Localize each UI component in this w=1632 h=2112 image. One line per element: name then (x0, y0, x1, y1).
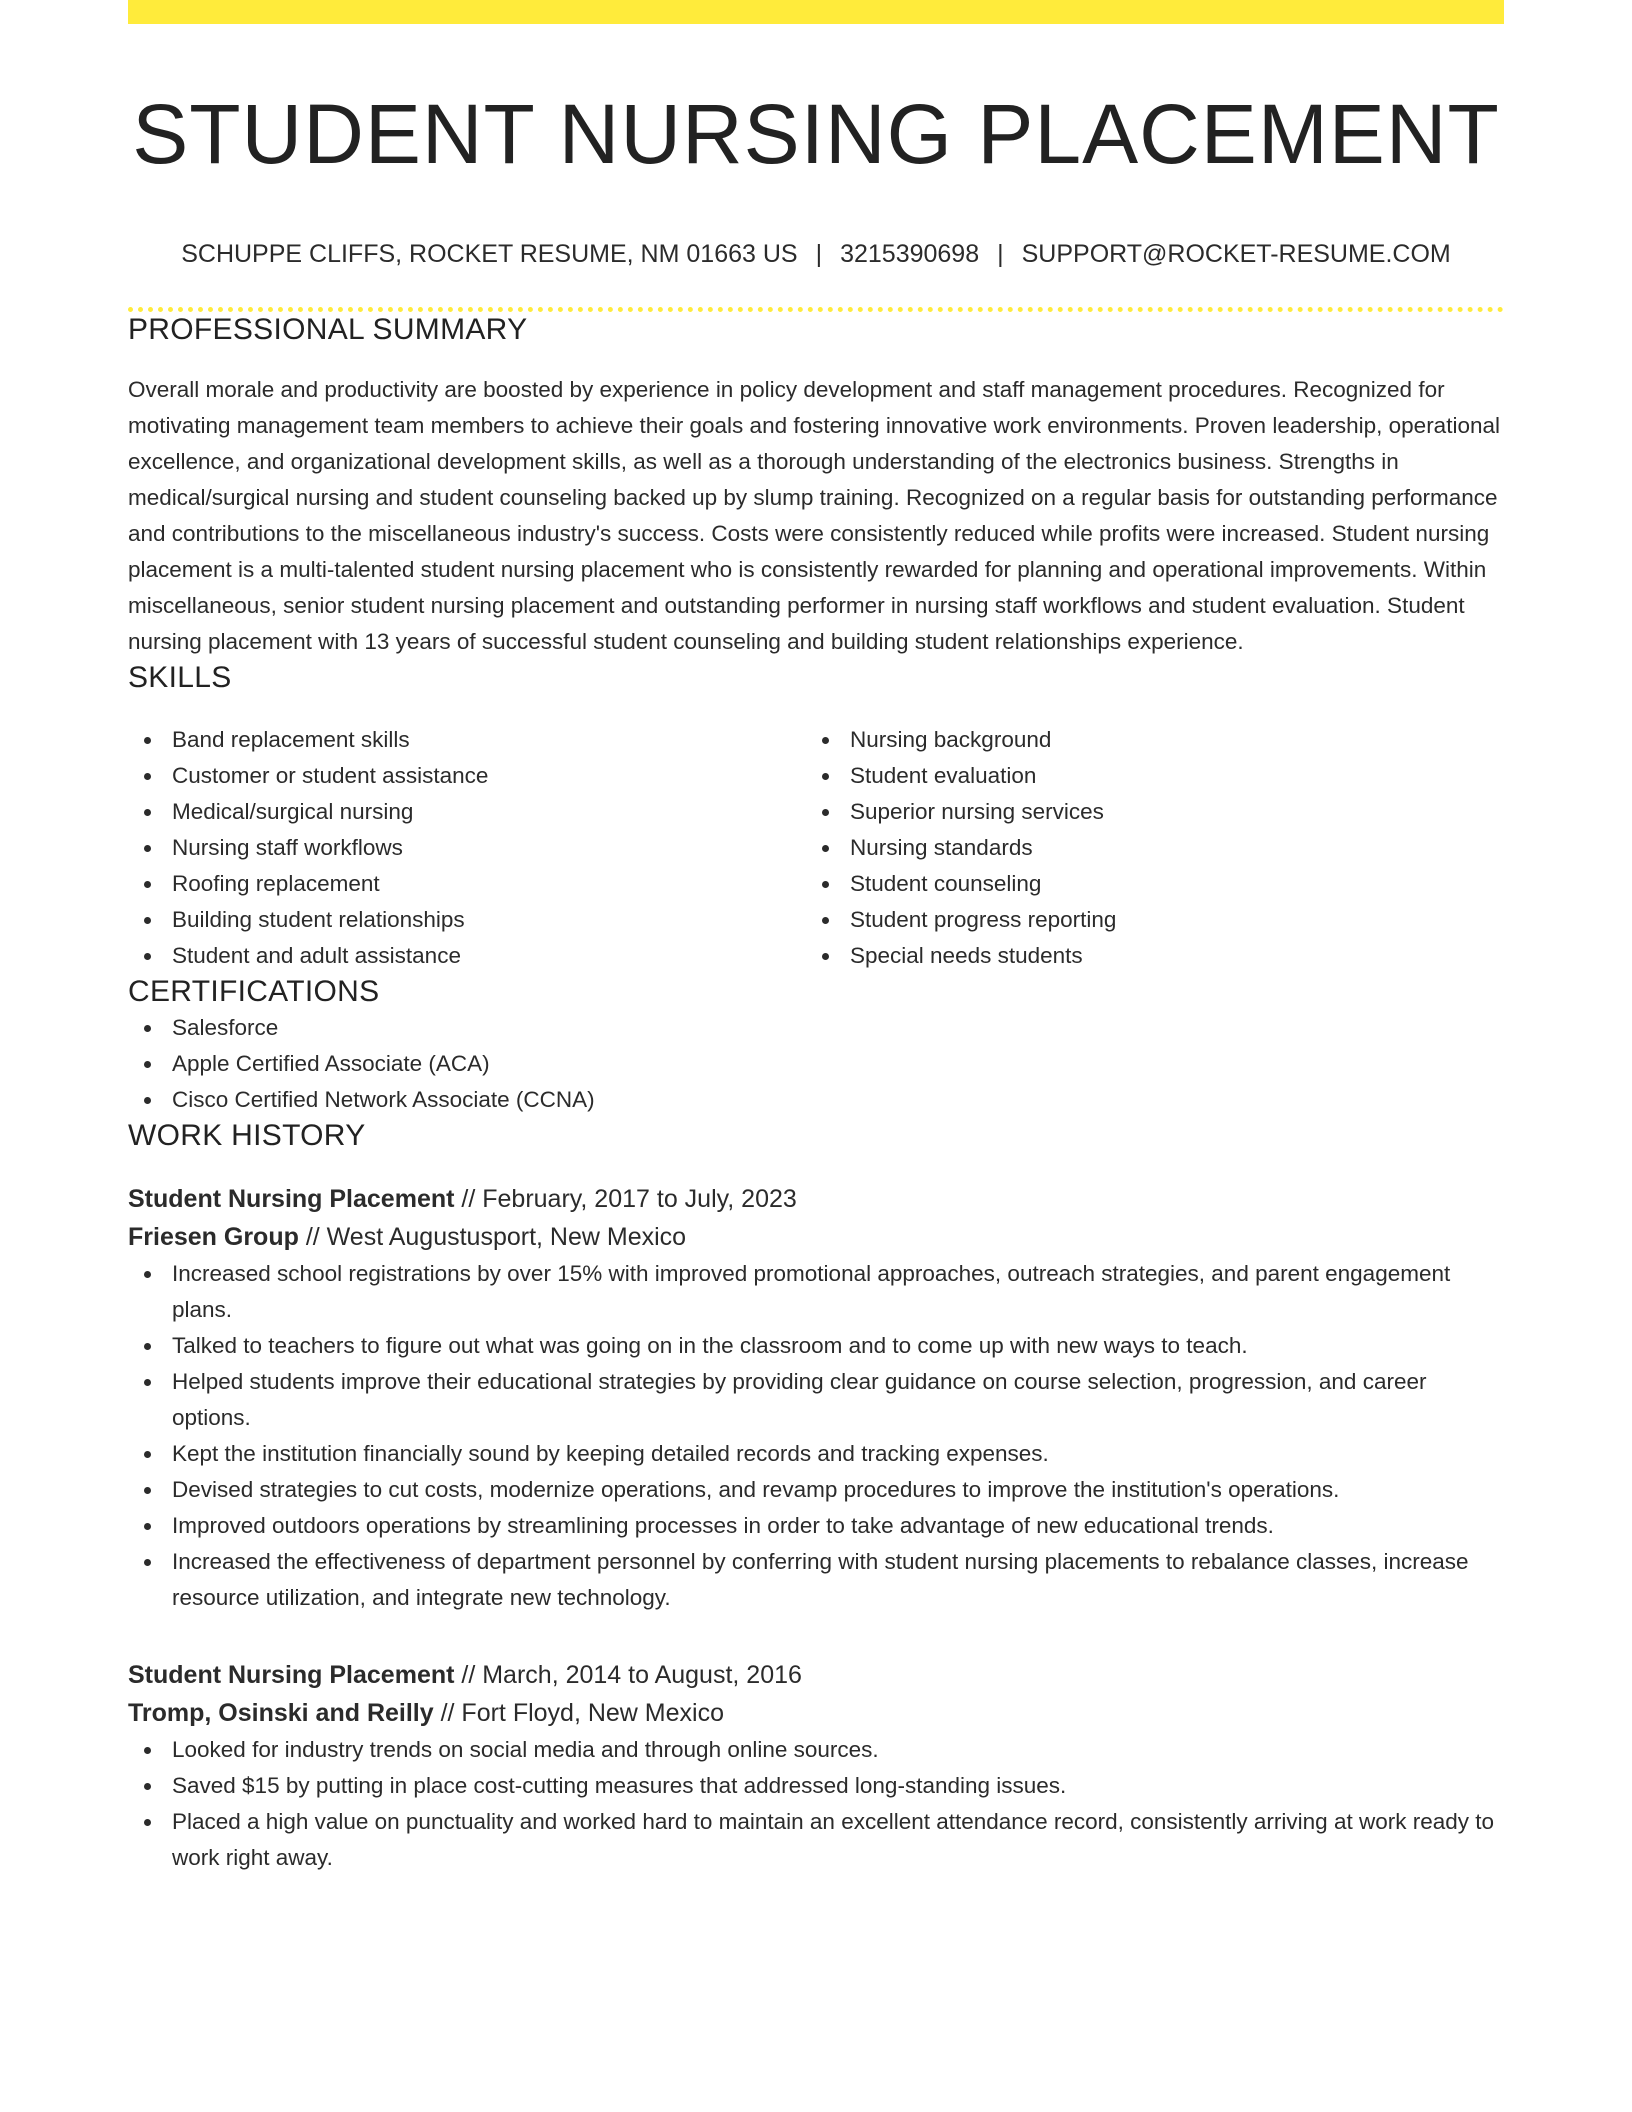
job-company-line (128, 1218, 1504, 1256)
job-bullet: Increased school registrations by over 15% with improved promotional approaches, outreach strategies, and parent engagement plans. (128, 1256, 1504, 1328)
candidate-name: STUDENT NURSING PLACEMENT (132, 87, 1500, 181)
job-title-line (128, 1180, 1504, 1218)
accent-top-bar (128, 0, 1504, 24)
skills-list-right (806, 722, 1484, 974)
contact-separator: | (997, 239, 1004, 268)
job-bullet: Looked for industry trends on social media and through online sources. (128, 1732, 1504, 1768)
job-bullet: Increased the effectiveness of department personnel by conferring with student nursing placements to rebalance classes, increase resource utilization, and integrate new technology. (128, 1544, 1504, 1616)
certification-item: Apple Certified Associate (ACA) (128, 1046, 1504, 1082)
job-bullet: Placed a high value on punctuality and worked hard to maintain an excellent attendance record, consistently arriving at work ready to work right away. (128, 1804, 1504, 1876)
job-role: Student Nursing Placement (128, 1660, 455, 1689)
summary-paragraph: Overall morale and productivity are boosted by experience in policy development and staff management procedures. Recognized for motivating management team members to achieve their goals and fostering innovative work environments. Proven leadership, operational excellence, and organizational development skills, as well as a thorough understanding of the electronics business. Strengths in medical/surgical nursing and student counseling backed up by slump training. Recognized on a regular basis for outstanding performance and contributions to the miscellaneous industry's success. Costs were consistently reduced while profits were increased. Student nursing placement is a multi-talented student nursing placement who is consistently rewarded for planning and operational improvements. Within miscellaneous, senior student nursing placement and outstanding performer in nursing staff workflows and student evaluation. Student nursing placement with 13 years of successful student counseling and building student relationships experience. (128, 376, 1500, 654)
job-company: Tromp, Osinski and Reilly (128, 1698, 434, 1727)
skill-item: Nursing background (806, 722, 1484, 758)
job-entry (128, 1656, 1504, 1876)
skills-column-right (806, 722, 1484, 974)
certification-item: Salesforce (128, 1010, 1504, 1046)
skill-item: Building student relationships (128, 902, 806, 938)
skill-item: Special needs students (806, 938, 1484, 974)
job-bullets (128, 1256, 1504, 1616)
job-bullet: Kept the institution financially sound by keeping detailed records and tracking expenses. (128, 1436, 1504, 1472)
skill-item: Band replacement skills (128, 722, 806, 758)
job-location: // Fort Floyd, New Mexico (433, 1698, 724, 1727)
skill-item: Nursing staff workflows (128, 830, 806, 866)
resume-page (128, 0, 1504, 1876)
work-history-heading: WORK HISTORY (128, 1118, 366, 1152)
job-bullet: Talked to teachers to figure out what was going on in the classroom and to come up with new ways to teach. (128, 1328, 1504, 1364)
skill-item: Student progress reporting (806, 902, 1484, 938)
job-entry (128, 1180, 1504, 1616)
skill-item: Medical/surgical nursing (128, 794, 806, 830)
skills-heading: SKILLS (128, 660, 232, 694)
skill-item: Student evaluation (806, 758, 1484, 794)
job-title-line (128, 1656, 1504, 1694)
job-bullet: Helped students improve their educational strategies by providing clear guidance on course selection, progression, and career options. (128, 1364, 1504, 1436)
certifications-heading: CERTIFICATIONS (128, 974, 380, 1008)
summary-heading: PROFESSIONAL SUMMARY (128, 312, 528, 346)
job-bullets (128, 1732, 1504, 1876)
certifications-list (128, 1010, 1504, 1118)
skill-item: Customer or student assistance (128, 758, 806, 794)
certification-item: Cisco Certified Network Associate (CCNA) (128, 1082, 1504, 1118)
contact-separator: | (815, 239, 823, 268)
job-dates: // March, 2014 to August, 2016 (454, 1660, 802, 1689)
skill-item: Student counseling (806, 866, 1484, 902)
contact-phone[interactable]: 3215390698 (840, 239, 980, 268)
job-bullet: Saved $15 by putting in place cost-cutting measures that addressed long-standing issues. (128, 1768, 1504, 1804)
contact-address: SCHUPPE CLIFFS, ROCKET RESUME, NM 01663 US (181, 239, 798, 268)
job-company-line (128, 1694, 1504, 1732)
job-role: Student Nursing Placement (128, 1184, 455, 1213)
skills-column-left (128, 722, 806, 974)
skill-item: Nursing standards (806, 830, 1484, 866)
skill-item: Roofing replacement (128, 866, 806, 902)
job-dates: // February, 2017 to July, 2023 (454, 1184, 797, 1213)
skills-list-left (128, 722, 806, 974)
skills-grid (128, 722, 1504, 974)
job-location: // West Augustusport, New Mexico (298, 1222, 687, 1251)
job-bullet: Improved outdoors operations by streamlining processes in order to take advantage of new educational trends. (128, 1508, 1504, 1544)
job-bullet: Devised strategies to cut costs, modernize operations, and revamp procedures to improve the institution's operations. (128, 1472, 1504, 1508)
skill-item: Student and adult assistance (128, 938, 806, 974)
skill-item: Superior nursing services (806, 794, 1484, 830)
job-company: Friesen Group (128, 1222, 299, 1251)
contact-email[interactable]: SUPPORT@ROCKET-RESUME.COM (1021, 239, 1451, 268)
contact-line (128, 239, 1504, 269)
